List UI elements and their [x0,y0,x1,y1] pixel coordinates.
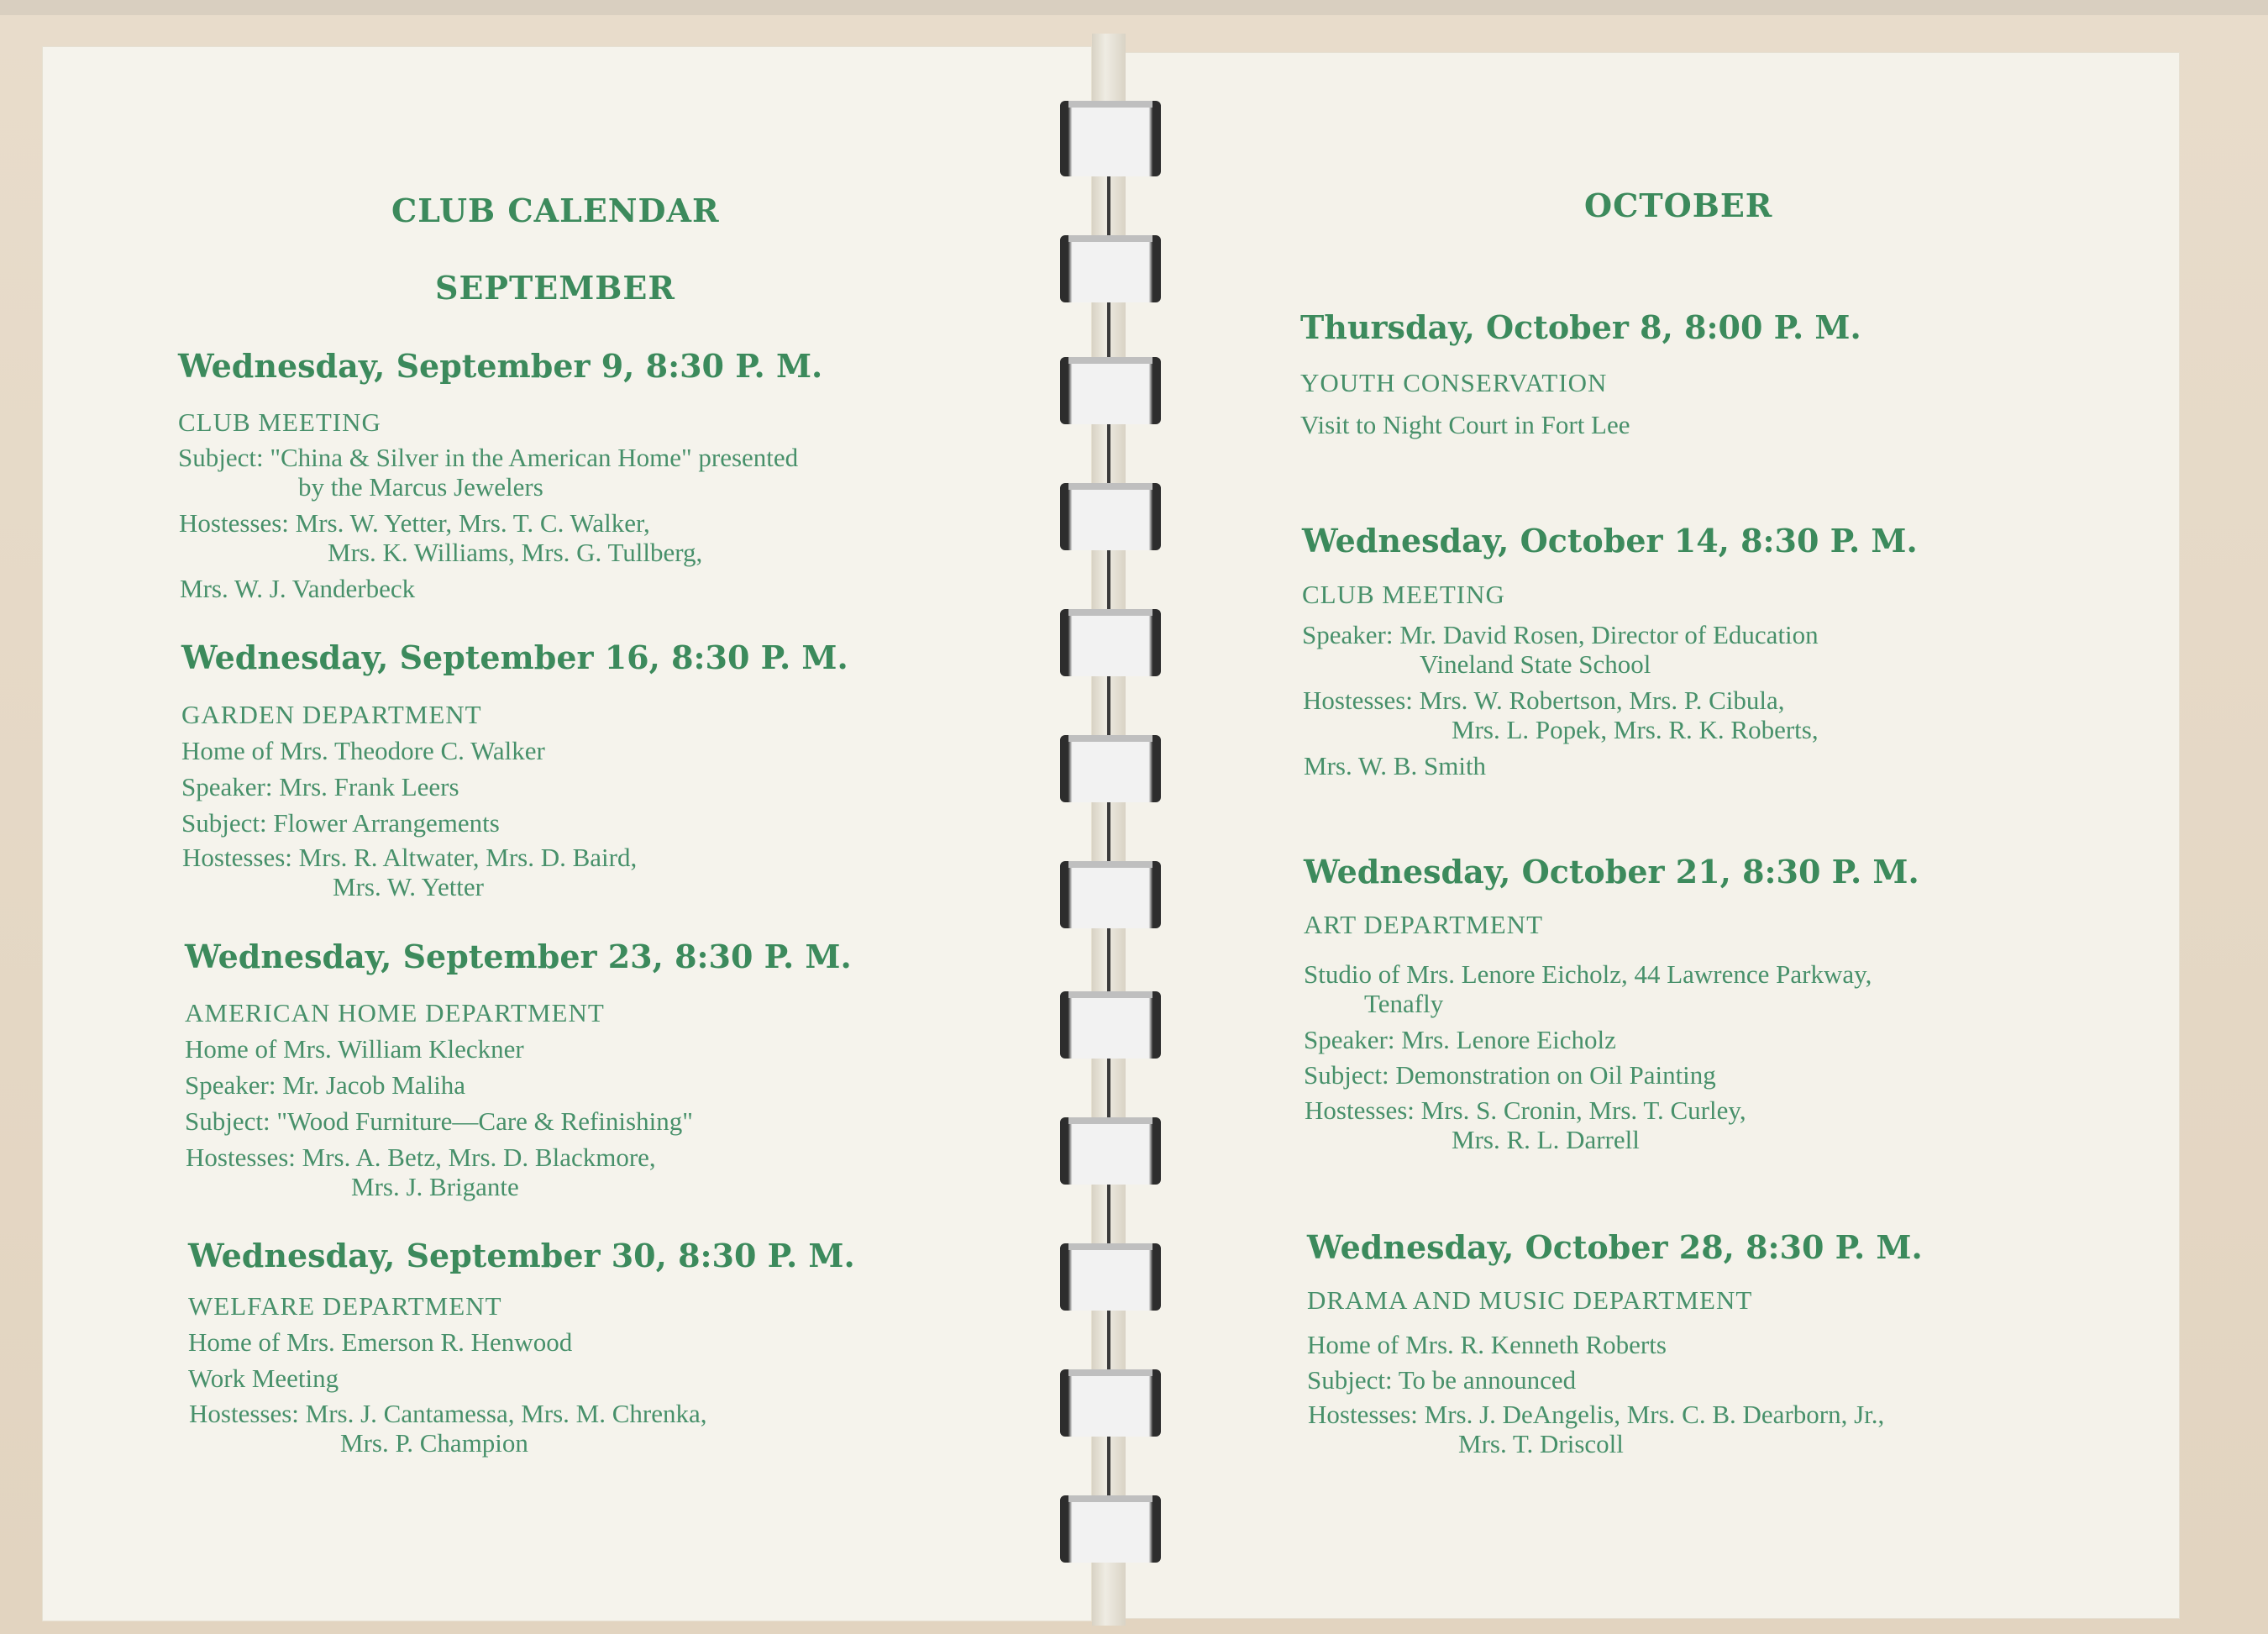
event-line: Hostesses: Mrs. A. Betz, Mrs. D. Blackmore, [186,1143,656,1172]
event-line: Mrs. L. Popek, Mrs. R. K. Roberts, [1452,715,1819,744]
event-line: Subject: Flower Arrangements [181,808,500,838]
binding-ring [1060,861,1161,928]
binding-ring [1060,1117,1161,1185]
event-line: Mrs. W. J. Vanderbeck [180,574,416,603]
event-line: Subject: To be announced [1307,1365,1577,1395]
event-department: DRAMA AND MUSIC DEPARTMENT [1307,1285,1753,1315]
event-date: Wednesday, September 30, 8:30 P. M. [188,1237,855,1274]
page-title: CLUB CALENDAR [391,192,720,229]
event-line: Studio of Mrs. Lenore Eicholz, 44 Lawrence Parkway, [1304,959,1872,989]
event-date: Wednesday, September 16, 8:30 P. M. [181,638,848,676]
spiral-wire [1107,109,1110,1554]
event-line: Home of Mrs. R. Kenneth Roberts [1307,1330,1667,1359]
event-line: Subject: "China & Silver in the American Home" presented [178,443,799,472]
event-line: Hostesses: Mrs. W. Yetter, Mrs. T. C. Walker, [179,508,650,538]
event-line: Subject: "Wood Furniture—Care & Refinishing" [185,1106,693,1136]
event-line: Home of Mrs. Theodore C. Walker [181,736,545,765]
event-line: Hostesses: Mrs. J. DeAngelis, Mrs. C. B. Dearborn, Jr., [1308,1400,1885,1429]
event-line: Mrs. K. Williams, Mrs. G. Tullberg, [328,538,703,567]
event-line: Mrs. R. L. Darrell [1452,1125,1640,1154]
event-line: Hostesses: Mrs. S. Cronin, Mrs. T. Curley, [1305,1095,1746,1125]
event-date: Wednesday, September 23, 8:30 P. M. [185,938,852,975]
binding-ring [1060,101,1161,176]
event-line: by the Marcus Jewelers [298,472,543,502]
event-department: CLUB MEETING [178,407,381,437]
event-department: WELFARE DEPARTMENT [188,1291,502,1321]
event-department: CLUB MEETING [1302,580,1505,609]
event-line: Vineland State School [1420,649,1651,679]
event-line: Mrs. W. B. Smith [1304,751,1487,780]
event-line: Mrs. T. Driscoll [1458,1429,1624,1458]
event-line: Work Meeting [188,1363,339,1393]
event-line: Home of Mrs. Emerson R. Henwood [188,1327,573,1357]
event-line: Mrs. P. Champion [340,1428,528,1458]
event-line: Home of Mrs. William Kleckner [185,1034,524,1064]
event-department: AMERICAN HOME DEPARTMENT [185,998,605,1027]
event-date: Thursday, October 8, 8:00 P. M. [1300,308,1861,346]
binding-ring [1060,735,1161,802]
binding-ring [1060,609,1161,676]
binding-ring [1060,357,1161,424]
event-line: Speaker: Mrs. Lenore Eicholz [1304,1025,1616,1054]
event-line: Speaker: Mr. David Rosen, Director of Education [1302,620,1819,649]
event-date: Wednesday, October 21, 8:30 P. M. [1304,853,1919,891]
event-line: Subject: Demonstration on Oil Painting [1304,1060,1716,1090]
binding-ring [1060,483,1161,550]
right-page [1113,52,2180,1619]
event-line: Speaker: Mr. Jacob Maliha [185,1070,466,1100]
binding-ring [1060,235,1161,302]
event-line: Mrs. W. Yetter [333,872,485,901]
event-date: Wednesday, October 28, 8:30 P. M. [1307,1228,1923,1266]
event-date: Wednesday, September 9, 8:30 P. M. [178,347,823,385]
binding-ring [1060,1369,1161,1437]
event-department: ART DEPARTMENT [1304,910,1544,939]
month-heading: SEPTEMBER [435,269,675,307]
event-line: Mrs. J. Brigante [351,1172,519,1201]
binding-ring [1060,1495,1161,1563]
event-line: Hostesses: Mrs. W. Robertson, Mrs. P. Cibula, [1303,686,1785,715]
event-line: Hostesses: Mrs. R. Altwater, Mrs. D. Baird, [182,843,638,872]
event-line: Tenafly [1364,989,1444,1018]
event-date: Wednesday, October 14, 8:30 P. M. [1302,522,1918,560]
event-department: GARDEN DEPARTMENT [181,700,482,729]
event-line: Speaker: Mrs. Frank Leers [181,772,459,801]
event-line: Hostesses: Mrs. J. Cantamessa, Mrs. M. Chrenka, [189,1399,707,1428]
month-heading: OCTOBER [1584,187,1773,224]
event-line: Visit to Night Court in Fort Lee [1300,410,1630,439]
binding-ring [1060,991,1161,1059]
event-department: YOUTH CONSERVATION [1300,368,1608,397]
binding-ring [1060,1243,1161,1311]
